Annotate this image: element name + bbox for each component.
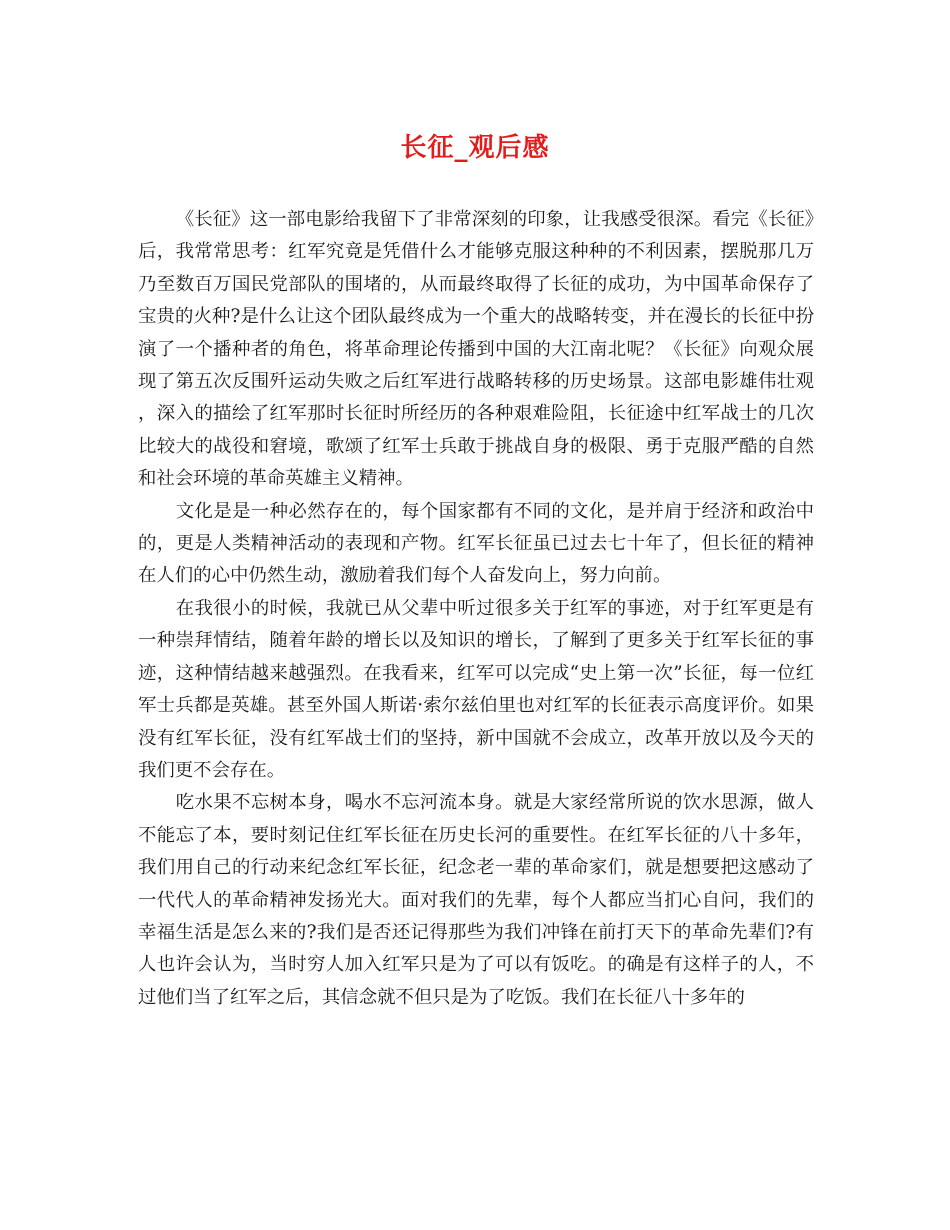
paragraph-4: 吃水果不忘树本身，喝水不忘河流本身。就是大家经常所说的饮水思源，做人不能忘了本，要时刻记住红军长征在历史长河的重要性。在红军长征的八十多年，我们用自己的行动来纪念红军长征，纪念老一辈的革命家们，就是想要把这感动了一代代人的革命精神发扬光大。面对我们的先辈，每个人都应当扪心自问，我们的幸福生活是怎么来的?我们是否还记得那些为我们冲锋在前打天下的革命先辈们?有人也许会认为，当时穷人加入红军只是为了可以有饭吃。的确是有这样子的人，不过他们当了红军之后，其信念就不但只是为了吃饭。我们在长征八十多年的 [138, 792, 814, 1008]
paragraph-2: 文化是是一种必然存在的，每个国家都有不同的文化，是并肩于经济和政治中的，更是人类精神活动的表现和产物。红军长征虽已过去七十年了，但长征的精神在人们的心中仍然生动，激励着我们每个人奋发向上，努力向前。 [138, 500, 814, 587]
document-title: 长征_观后感 [400, 133, 550, 163]
document-body [138, 204, 814, 1014]
paragraph-3: 在我很小的时候，我就已从父辈中听过很多关于红军的事迹，对于红军更是有一种崇拜情结，随着年龄的增长以及知识的增长，了解到了更多关于红军长征的事迹，这种情结越来越强烈。在我看来，红军可以完成“史上第一次”长征，每一位红军士兵都是英雄。甚至外国人斯诺·索尔兹伯里也对红军的长征表示高度评价。如果没有红军长征，没有红军战士们的坚持，新中国就不会成立，改革开放以及今天的我们更不会存在。 [138, 597, 814, 781]
paragraph-1: 《长征》这一部电影给我留下了非常深刻的印象，让我感受很深。看完《长征》后，我常常思考：红军究竟是凭借什么才能够克服这种种的不利因素，摆脱那几万乃至数百万国民党部队的围堵的，从而最终取得了长征的成功，为中国革命保存了宝贵的火种?是什么让这个团队最终成为一个重大的战略转变，并在漫长的长征中扮演了一个播种者的角色，将革命理论传播到中国的大江南北呢？《长征》向观众展现了第五次反围歼运动失败之后红军进行战略转移的历史场景。这部电影雄伟壮观，深入的描绘了红军那时长征时所经历的各种艰难险阻，长征途中红军战士的几次比较大的战役和窘境，歌颂了红军士兵敢于挑战自身的极限、勇于克服严酷的自然和社会环境的革命英雄主义精神。 [138, 209, 814, 490]
